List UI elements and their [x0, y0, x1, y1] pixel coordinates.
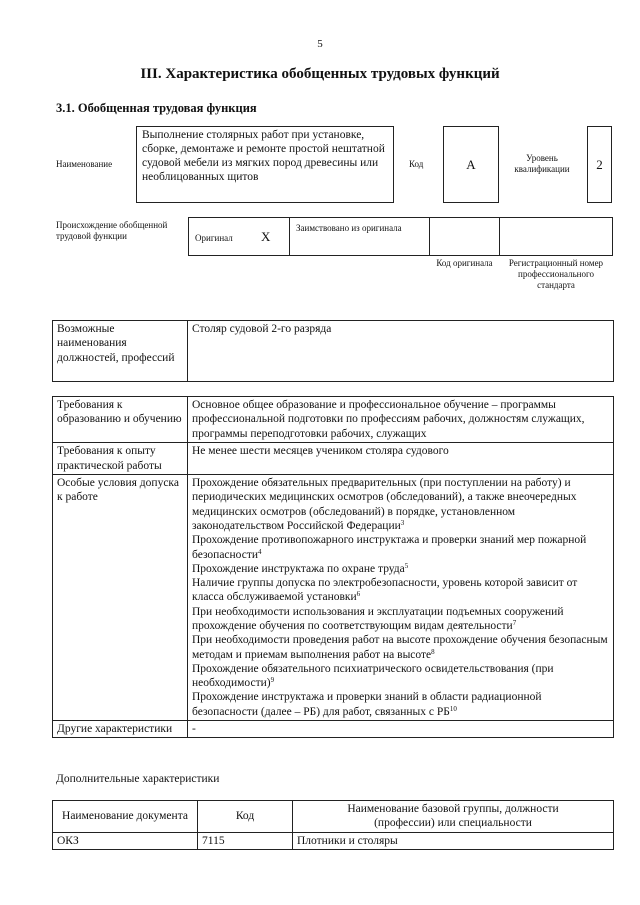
table-cell: Плотники и столяры [293, 832, 614, 849]
footnote-ref: 5 [404, 561, 409, 570]
footnote-ref: 9 [270, 676, 275, 685]
education-label: Требования к образованию и обучению [53, 397, 188, 443]
condition-text: При необходимости использования и эксплуатации подъемных сооружений прохождение обучения по соответствующим видам деятельности [192, 605, 564, 632]
reg-number-caption: Регистрационный номер профессионального стандарта [508, 258, 604, 290]
table-cell: 7115 [198, 832, 293, 849]
page-number: 5 [317, 38, 323, 50]
footnote-ref: 7 [512, 619, 517, 627]
condition-text: Прохождение инструктажа и проверки знаний в области радиационной безопасности (далее – РБ) для работ, связанных с РБ [192, 691, 542, 718]
requirements-table [52, 396, 614, 738]
condition-text: Прохождение обязательных предварительных (при поступлении на работу) и периодических медицинских осмотров (обследований), а также внеочередных медицинских осмотров (обследований) в порядке, установленном законодательством Российской Федерации [192, 477, 577, 532]
condition-item [192, 533, 609, 562]
table-row [53, 443, 614, 475]
name-label: Наименование [56, 159, 113, 169]
conditions-list [188, 475, 614, 721]
level-label: Уровень квалификации [514, 153, 570, 174]
other-value: - [188, 721, 614, 738]
footnote-ref: 10 [449, 704, 457, 713]
code-original-cell [429, 217, 500, 256]
function-name-value: Выполнение столярных работ при установке, сборке, демонтаже и ремонте простой нештатной судовой мебели из мягких пород древесины или необлицованных щитов [142, 129, 385, 183]
subsection-title: 3.1. Обобщенная трудовая функция [56, 101, 257, 115]
table-cell: ОКЗ [53, 832, 198, 849]
section-title: III. Характеристика обобщенных трудовых функций [140, 66, 500, 82]
borrowed-label: Заимствовано из оригинала [296, 223, 402, 233]
origin-label: Происхождение обобщенной трудовой функции [56, 220, 168, 241]
additional-table [52, 800, 614, 850]
footnote-ref: 3 [400, 518, 405, 527]
condition-item [192, 633, 609, 662]
condition-text: При необходимости проведения работ на высоте прохождение обучения безопасным методам и приемам выполнения работ на высоте [192, 634, 608, 661]
positions-label: Возможные наименования должностей, профессий [53, 321, 188, 382]
condition-item [192, 605, 609, 634]
table-row [53, 397, 614, 443]
function-name-box [136, 126, 394, 203]
other-label: Другие характеристики [53, 721, 188, 738]
condition-item [192, 662, 609, 691]
experience-label: Требования к опыту практической работы [53, 443, 188, 475]
positions-value: Столяр судовой 2-го разряда [188, 321, 614, 382]
reg-number-cell [499, 217, 613, 256]
condition-text: Прохождение противопожарного инструктажа и проверки знаний мер пожарной безопасности [192, 534, 587, 561]
code-box [443, 126, 499, 203]
code-value: А [466, 156, 476, 172]
table-row [53, 475, 614, 721]
conditions-label: Особые условия допуска к работе [53, 475, 188, 721]
original-cell [188, 217, 290, 256]
level-value: 2 [596, 156, 603, 172]
column-header: Наименование базовой группы, должности (профессии) или специальности [293, 801, 614, 833]
condition-item [192, 476, 609, 533]
additional-title: Дополнительные характеристики [56, 773, 220, 785]
original-mark: X [261, 229, 271, 244]
condition-text: Наличие группы допуска по электробезопасности, уровень которой зависит от класса обслуживаемой установки [192, 577, 578, 604]
footnote-ref: 6 [356, 590, 361, 599]
code-original-caption: Код оригинала [436, 258, 493, 268]
condition-item [192, 576, 609, 605]
experience-value: Не менее шести месяцев учеником столяра судового [188, 443, 614, 475]
borrowed-cell [289, 217, 430, 256]
condition-text: Прохождение инструктажа по охране труда [192, 562, 405, 575]
original-label: Оригинал [195, 233, 233, 243]
education-value: Основное общее образование и профессиональное обучение – программы профессиональной подготовки по профессиям рабочих, должностям служащих, программы переподготовки рабочих, служащих [188, 397, 614, 443]
level-box [587, 126, 612, 203]
table-row [53, 832, 614, 849]
table-row [53, 721, 614, 738]
table-row [53, 321, 614, 382]
footnote-ref: 4 [258, 547, 262, 556]
condition-text: Прохождение обязательного психиатрического освидетельствования (при необходимости) [192, 662, 554, 690]
condition-item [192, 690, 609, 719]
positions-table [52, 320, 614, 382]
column-header: Код [198, 801, 293, 833]
code-label: Код [409, 159, 424, 169]
column-header: Наименование документа [53, 801, 198, 833]
footnote-ref: 8 [431, 647, 435, 656]
table-header-row [53, 801, 614, 833]
condition-item [192, 562, 609, 576]
